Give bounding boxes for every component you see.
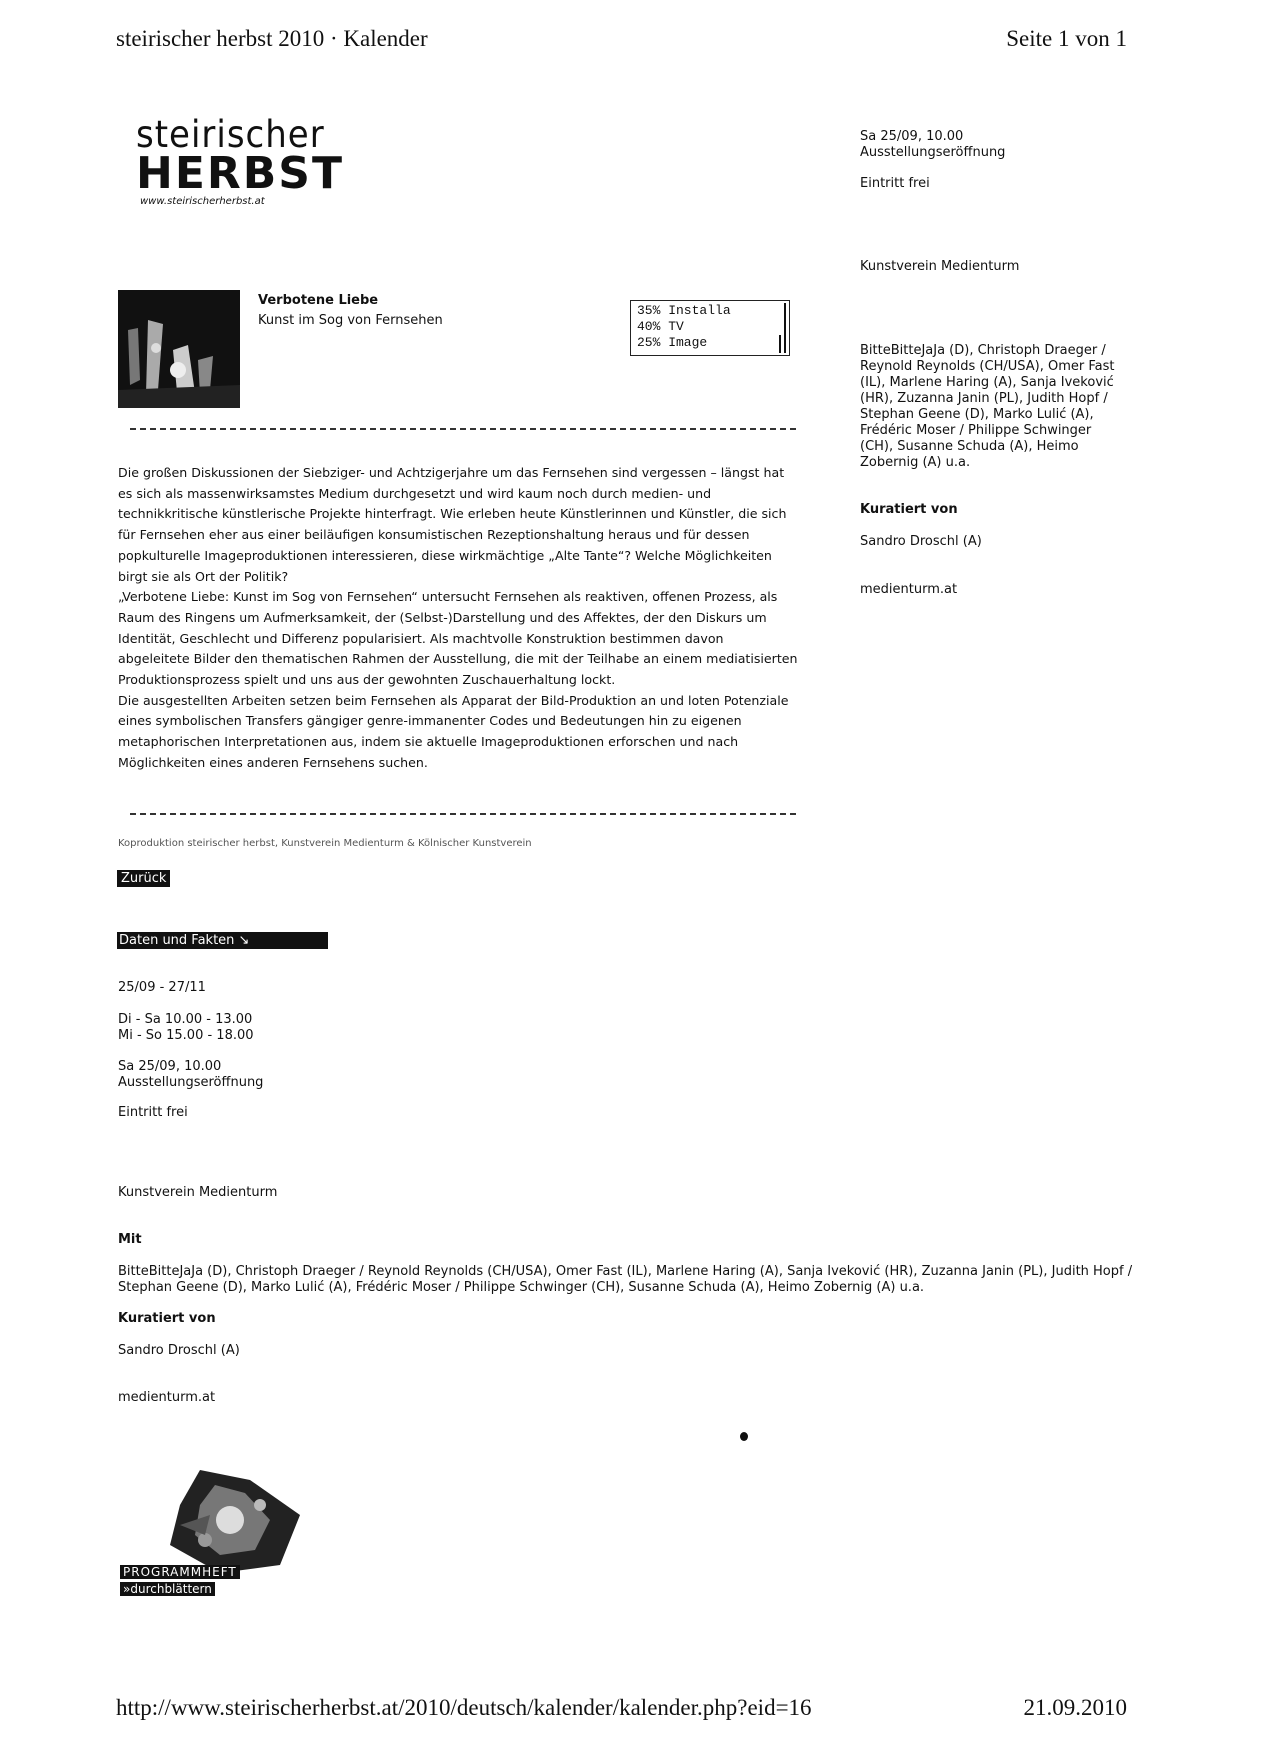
logo-line2: HERBST	[136, 148, 345, 199]
description-paragraph-1: Die großen Diskussionen der Siebziger- und Achtzigerjahre um das Fernsehen sind vergessen – längst hat es sich als massenwirksamstes Medium durchgesetzt und wird kaum noch durch medien- und technikkritische künstlerische Projekte hinterfragt. Wie erleben heute Künstlerinnen und Künstler, die sich für Fernsehen eher aus einer beiläufigen konsumistischen Rezeptionshaltung heraus und für dessen popkulturelle Imageproduktionen interessieren, diese wirkmächtige „Alte Tante“? Welche Möglichkeiten birgt sie als Ort der Politik?	[118, 465, 787, 584]
print-header-title: steirischer herbst 2010 · Kalender	[116, 26, 428, 51]
event-thumbnail-image	[118, 290, 240, 408]
mix-tv: 40% TV	[637, 319, 684, 334]
back-button[interactable]: Zurück	[117, 870, 170, 887]
hours-line-2: Mi - So 15.00 - 18.00	[118, 1028, 254, 1043]
thumbnail-graphic	[118, 290, 240, 408]
logo-url: www.steirischerherbst.at	[140, 196, 265, 207]
print-footer-date: 21.09.2010	[1023, 1695, 1127, 1720]
opening-date: Sa 25/09, 10.00	[118, 1059, 222, 1074]
coproduction-note: Koproduktion steirischer herbst, Kunstverein Medienturm & Kölnischer Kunstverein	[118, 838, 532, 849]
content-mix-box	[630, 300, 790, 356]
facts-opening	[118, 1059, 263, 1091]
steirischer-herbst-logo[interactable]	[136, 113, 345, 218]
facts-venue: Kunstverein Medienturm	[118, 1185, 278, 1200]
description-paragraph-3: Die ausgestellten Arbeiten setzen beim Fernsehen als Apparat der Bild-Produktion an und loten Potenziale eines symbolischen Transfers gängiger genre-immanenter Codes und Bedeutungen hin zu eigenen metaphorischen Interpretationen aus, indem sie aktuelle Imageproduktionen erforschen und nach Möglichkeiten eines anderen Fernsehens suchen.	[118, 692, 789, 770]
print-footer-url: http://www.steirischerherbst.at/2010/deutsch/kalender/kalender.php?eid=16	[116, 1695, 812, 1720]
programmheft-art	[160, 1465, 310, 1575]
sidebar-opening	[860, 129, 1005, 161]
facts-site-link[interactable]: medienturm.at	[118, 1390, 216, 1405]
facts-mit-label: Mit	[118, 1232, 142, 1247]
facts-curated-label: Kuratiert von	[118, 1311, 216, 1326]
programmheft-graphic[interactable]	[160, 1465, 310, 1575]
facts-hours	[118, 1012, 254, 1044]
mix-installation: 35% Installa	[637, 303, 731, 318]
sidebar-site-link[interactable]: medienturm.at	[860, 582, 958, 597]
scrollbar-thumb[interactable]	[779, 335, 781, 353]
programmheft-browse-link[interactable]: »durchblättern	[120, 1582, 215, 1596]
facts-dates: 25/09 - 27/11	[118, 980, 206, 995]
scan-speck	[740, 1432, 748, 1441]
sidebar-artists: BitteBitteJaJa (D), Christoph Draeger / Reynold Reynolds (CH/USA), Omer Fast (IL), Marlene Haring (A), Sanja Iveković (HR), Zuzanna Janin (PL), Judith Hopf / Stephan Geene (D), Marko Lulić (A), Frédéric Moser / Philippe Schwinger (CH), Susanne Schuda (A), Heimo Zobernig (A) u.a.	[860, 343, 1115, 470]
event-description	[118, 463, 798, 774]
print-page-number: Seite 1 von 1	[1006, 26, 1127, 51]
sidebar-curator: Sandro Droschl (A)	[860, 534, 982, 549]
facts-curator: Sandro Droschl (A)	[118, 1343, 240, 1358]
logo-line1: steirischer	[136, 113, 325, 157]
sidebar-opening-label: Ausstellungseröffnung	[860, 145, 1006, 160]
sidebar-opening-date: Sa 25/09, 10.00	[860, 129, 964, 144]
opening-label: Ausstellungseröffnung	[118, 1075, 264, 1090]
description-paragraph-2: „Verbotene Liebe: Kunst im Sog von Fernsehen“ untersucht Fernsehen als reaktiven, offenen Prozess, als Raum des Ringens um Aufmerksamkeit, der (Selbst-)Darstellung und des Affektes, der den Diskurs um Identität, Geschlecht und Differenz popularisiert. Als machtvolle Konstruktion bestimmen davon abgeleitete Bilder den thematischen Rahmen der Ausstellung, die mit der Teilhabe an einem mediatisierten Produktionsprozess spielt und uns aus der gewohnten Zuschauerhaltung lockt.	[118, 589, 798, 688]
divider-top	[130, 428, 796, 430]
divider-bottom	[130, 813, 796, 815]
facts-artists: BitteBitteJaJa (D), Christoph Draeger / Reynold Reynolds (CH/USA), Omer Fast (IL), Marlene Haring (A), Sanja Iveković (HR), Zuzanna Janin (PL), Judith Hopf / Stephan Geene (D), Marko Lulić (A), Frédéric Moser / Philippe Schwinger (CH), Susanne Schuda (A), Heimo Zobernig (A) u.a.	[118, 1264, 1133, 1295]
event-title: Verbotene Liebe	[258, 293, 379, 308]
sidebar-entry: Eintritt frei	[860, 176, 930, 191]
sidebar-venue: Kunstverein Medienturm	[860, 259, 1020, 274]
facts-section-toggle[interactable]: Daten und Fakten ↘	[117, 932, 328, 949]
hours-line-1: Di - Sa 10.00 - 13.00	[118, 1012, 253, 1027]
event-subtitle: Kunst im Sog von Fernsehen	[258, 313, 443, 328]
programmheft-label[interactable]: PROGRAMMHEFT	[120, 1565, 240, 1579]
scrollbar-track[interactable]	[784, 303, 786, 353]
sidebar-curated-label: Kuratiert von	[860, 502, 958, 517]
facts-entry: Eintritt frei	[118, 1105, 188, 1120]
mix-image: 25% Image	[637, 335, 708, 350]
